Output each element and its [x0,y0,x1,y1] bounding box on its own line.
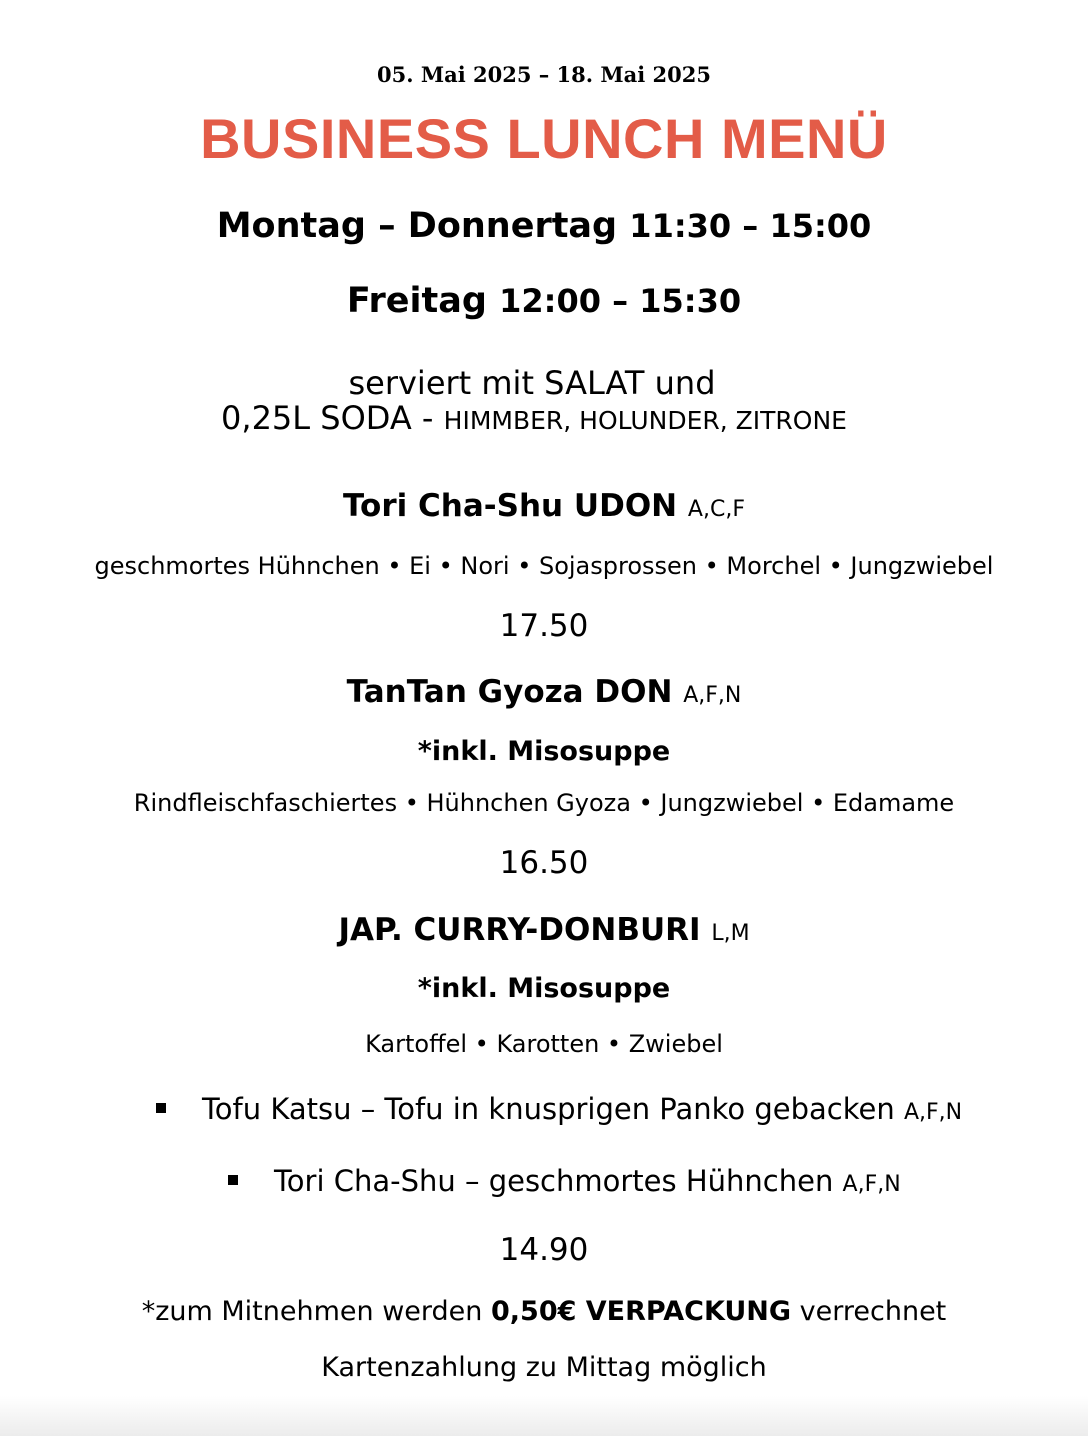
payment-note: Kartenzahlung zu Mittag möglich [321,1352,767,1383]
dish-description: Rindfleischfaschiertes • Hühnchen Gyoza • Jungzwiebel • Edamame [133,789,955,817]
hours-weekdays [0,206,1088,246]
option-item [156,1092,962,1126]
dish-title: JAP. CURRY-DONBURI [338,912,701,948]
option-item [228,1164,901,1198]
page-bottom-edge [0,1396,1088,1436]
dish-title: TanTan Gyoza DON [346,674,673,710]
hours-days: Freitag [346,281,487,321]
dish-description: geschmortes Hühnchen • Ei • Nori • Sojasprossen • Morchel • Jungzwiebel [94,552,994,580]
date-range: 05. Mai 2025 – 18. Mai 2025 [377,62,711,87]
dish-name [0,912,1088,948]
dish-name [0,674,1088,710]
served-with-line1: serviert mit SALAT und [348,364,716,402]
dish-price: 16.50 [499,845,589,881]
square-bullet-icon [228,1175,238,1185]
allergen-codes: A,C,F [687,497,745,522]
soda-flavors: HIMMBER, HOLUNDER, ZITRONE [443,406,847,435]
square-bullet-icon [156,1103,166,1113]
allergen-codes: A,F,N [903,1100,963,1125]
soda-label: 0,25L SODA - [221,399,434,437]
allergen-codes: A,F,N [842,1172,901,1197]
allergen-codes: A,F,N [683,683,742,708]
option-text: Tori Cha-Shu – geschmortes Hühnchen [274,1164,834,1198]
dish-name [0,488,1088,524]
hours-friday [0,281,1088,321]
hours-time: 12:00 – 15:30 [499,282,742,320]
served-with-line2 [0,399,1078,437]
takeaway-prefix: *zum Mitnehmen werden [141,1296,483,1327]
option-text: Tofu Katsu – Tofu in knusprigen Panko gebacken [202,1092,895,1126]
dish-price: 14.90 [499,1232,589,1268]
takeaway-suffix: verrechnet [799,1296,947,1327]
takeaway-fee: 0,50€ VERPACKUNG [490,1296,792,1327]
allergen-codes: L,M [711,921,750,946]
takeaway-note [0,1296,1088,1327]
dish-extra: *inkl. Misosuppe [417,973,671,1004]
hours-days: Montag – Donnertag [216,206,618,246]
dish-description: Kartoffel • Karotten • Zwiebel [365,1030,723,1058]
hours-time: 11:30 – 15:00 [629,207,872,245]
dish-price: 17.50 [499,608,589,644]
menu-title: BUSINESS LUNCH MENÜ [200,107,888,170]
dish-extra: *inkl. Misosuppe [417,736,671,767]
dish-title: Tori Cha-Shu UDON [343,488,678,524]
